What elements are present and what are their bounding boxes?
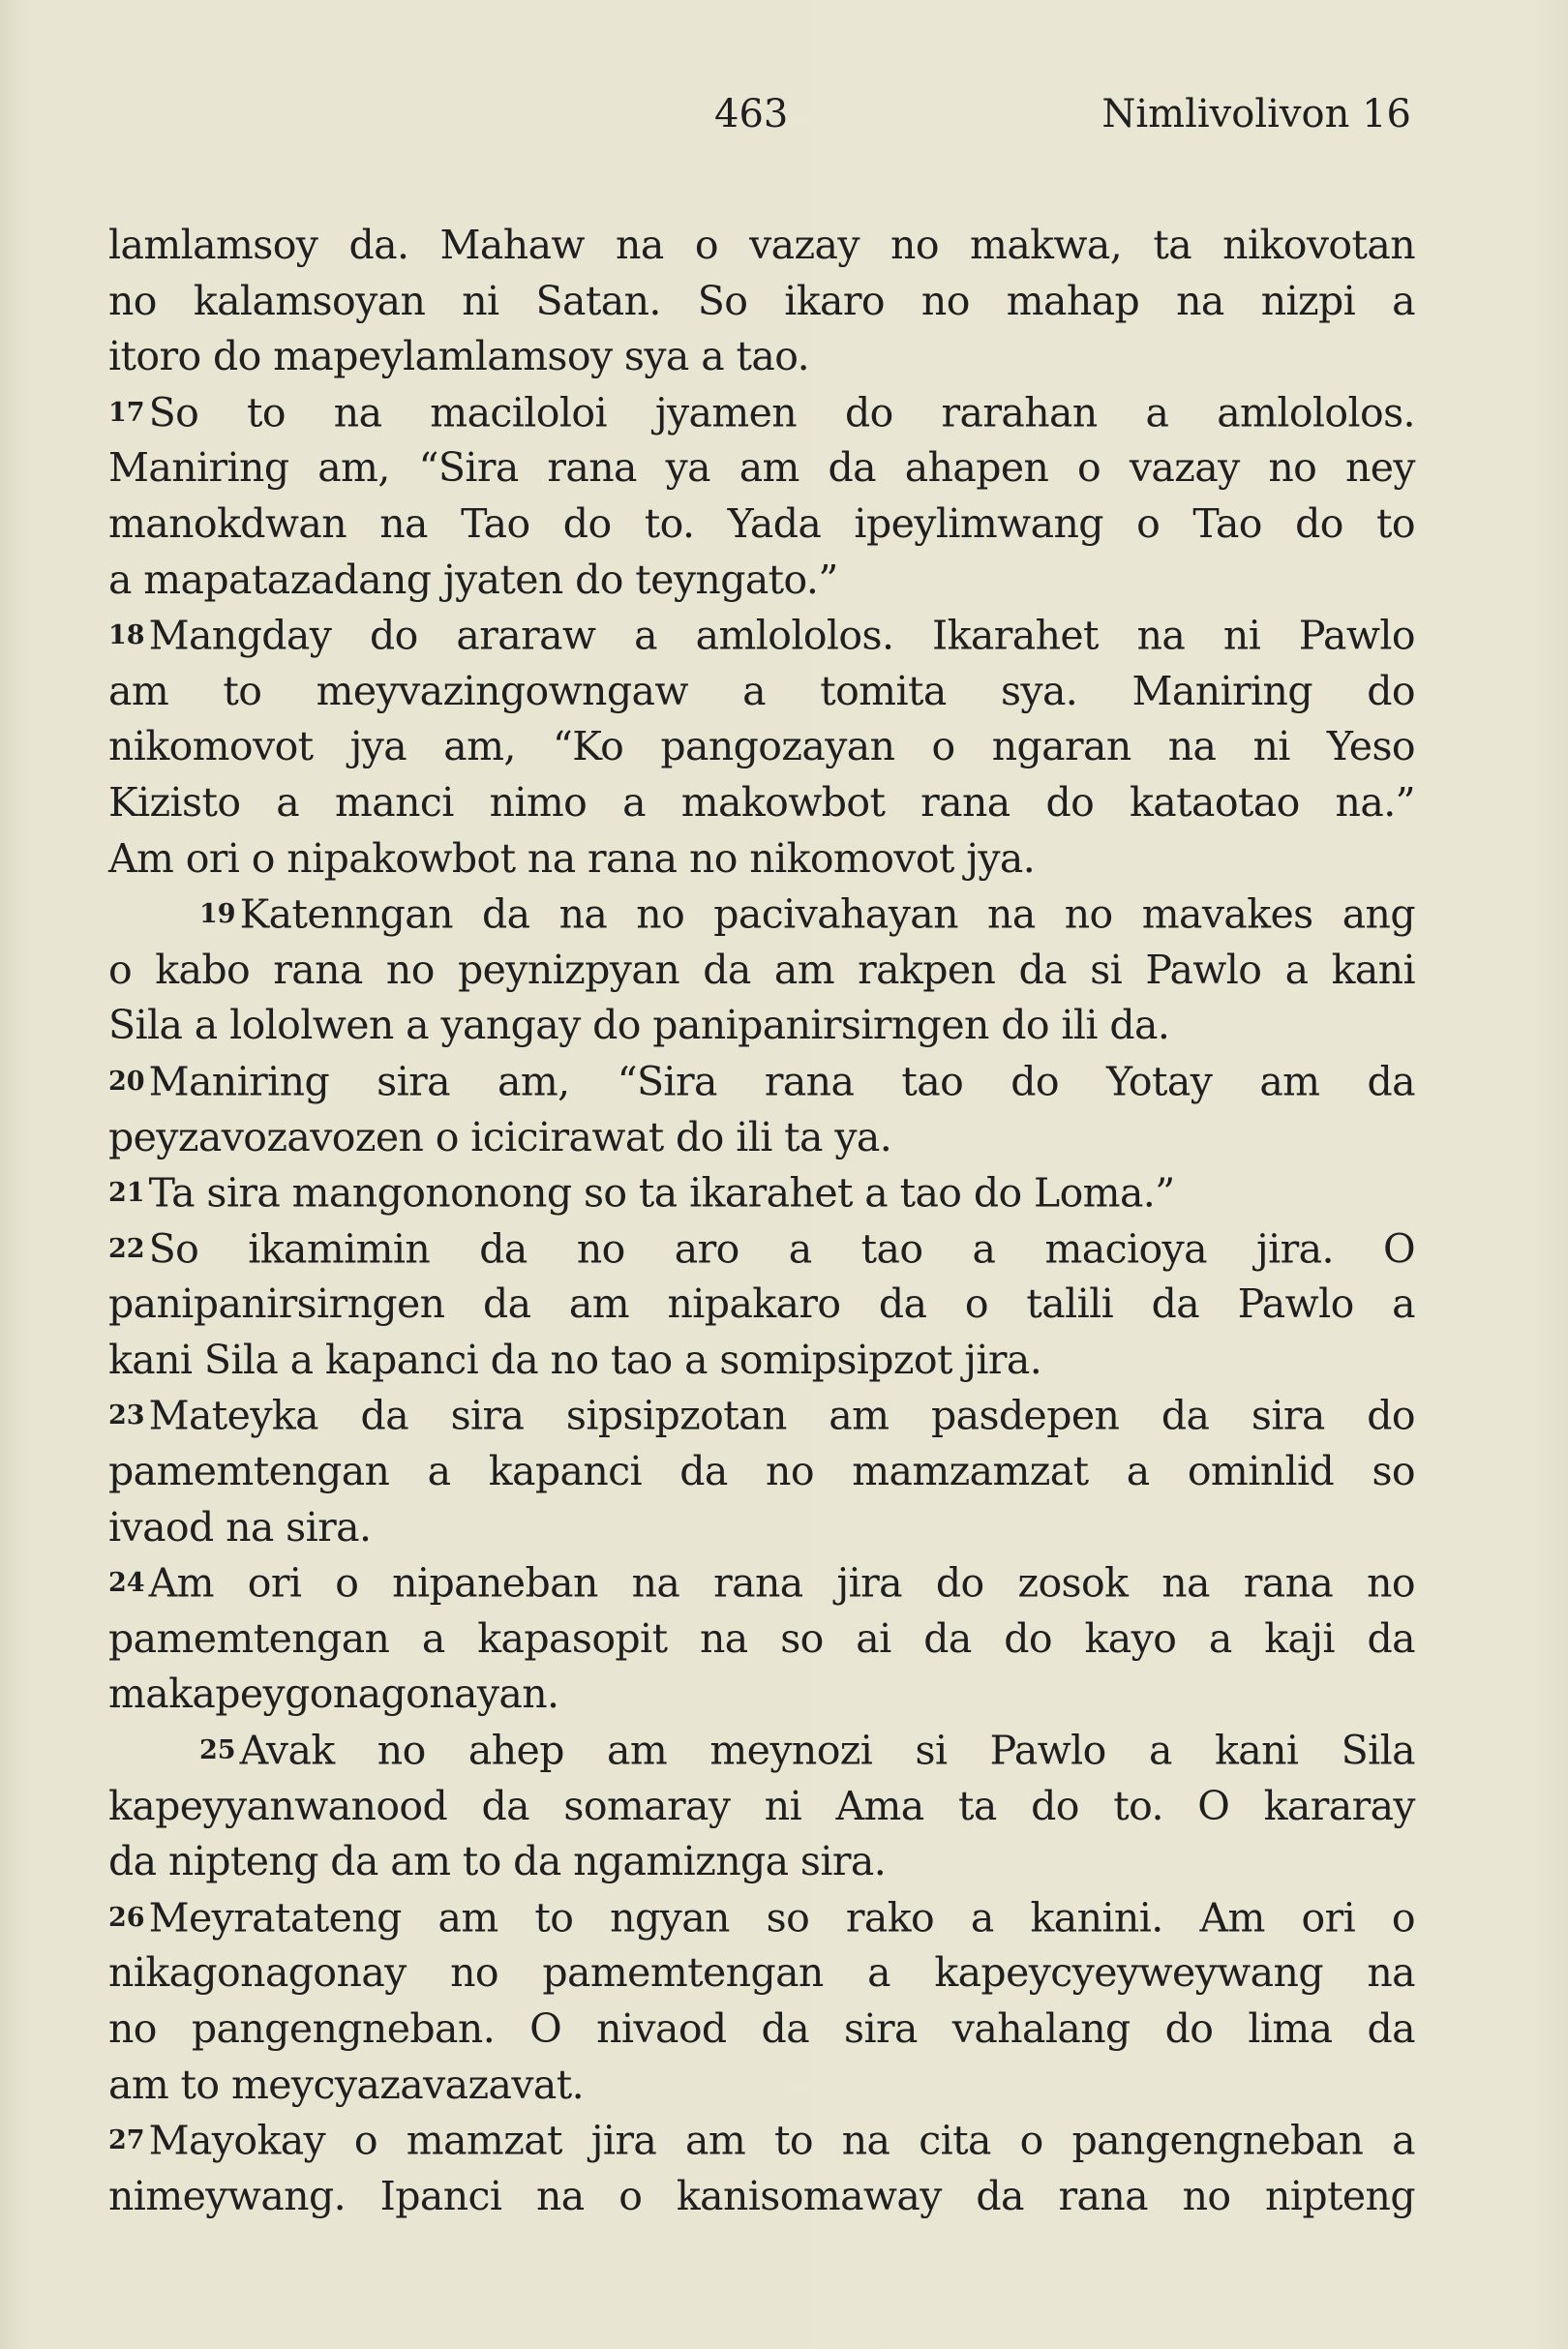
page-number: 463 <box>714 92 789 136</box>
text-line: a mapatazadang jyaten do teyngato.” <box>108 556 838 603</box>
verse-number: 22 <box>108 1233 145 1264</box>
verse-line <box>108 1890 1415 1946</box>
verse-number: 18 <box>108 620 145 651</box>
text-line: Am ori o nipakowbot na rana no nikomovot jya. <box>108 834 1036 882</box>
verse-line <box>108 1165 1415 1221</box>
verse-line <box>108 608 1415 664</box>
text-line: am to meyvazingowngaw a tomita sya. Maniring do <box>108 667 1415 714</box>
verse-line <box>108 1054 1415 1110</box>
text-line: pamemtengan a kapasopit na so ai da do kayo a kaji da <box>108 1614 1415 1662</box>
text-line: Maniring am, “Sira rana ya am da ahapen o vazay no ney <box>108 444 1415 492</box>
verse-number: 23 <box>108 1400 145 1431</box>
verse-text: Mangday do araraw a amlololos. Ikarahet na ni Pawlo <box>148 612 1415 659</box>
verse-text: Katenngan da na no pacivahayan na no mavakes ang <box>239 890 1415 938</box>
verse-number: 21 <box>108 1178 145 1209</box>
verse-line <box>108 2113 1415 2169</box>
verse-text: Ta sira mangononong so ta ikarahet a tao do Loma.” <box>148 1169 1175 1217</box>
verse-text: Am ori o nipaneban na rana jira do zosok na rana no <box>148 1559 1415 1607</box>
verse-line <box>108 1388 1415 1444</box>
verse-text: Mayokay o mamzat jira am to na cita o pangengneban a <box>148 2117 1415 2164</box>
verse-text: So to na maciloloi jyamen do rarahan a amlololos. <box>148 389 1415 437</box>
verse-text: Meyratateng am to ngyan so rako a kanini. Am ori o <box>148 1894 1415 1942</box>
verse-number: 17 <box>108 397 145 428</box>
text-line: kani Sila a kapanci da no tao a somipsipzot jira. <box>108 1336 1042 1383</box>
text-line: nikagonagonay no pamemtengan a kapeycyeyweywang na <box>108 1949 1415 1997</box>
verse-line <box>108 1221 1415 1278</box>
text-line: lamlamsoy da. Mahaw na o vazay no makwa, ta nikovotan <box>108 222 1415 268</box>
text-line: pamemtengan a kapanci da no mamzamzat a ominlid so <box>108 1448 1415 1495</box>
verse-number: 20 <box>108 1066 145 1097</box>
text-line: manokdwan na Tao do to. Yada ipeylimwang o Tao do to <box>108 499 1415 547</box>
verse-number: 19 <box>199 899 236 930</box>
verse-text: Maniring sira am, “Sira rana tao do Yotay am da <box>148 1058 1415 1105</box>
text-line: Sila a lololwen a yangay do panipanirsirngen do ili da. <box>108 1002 1170 1049</box>
verse-line <box>108 1555 1415 1611</box>
verse-line <box>108 1723 1415 1779</box>
text-line: nikomovot jya am, “Ko pangozayan o ngaran na ni Yeso <box>108 723 1415 770</box>
text-line: no kalamsoyan ni Satan. So ikaro no mahap na nizpi a <box>108 277 1415 324</box>
verse-number: 24 <box>108 1568 145 1599</box>
text-line: kapeyyanwanood da somaray ni Ama ta do to. O kararay <box>108 1782 1415 1829</box>
verse-number: 27 <box>108 2125 145 2156</box>
verse-number: 25 <box>199 1735 236 1766</box>
text-line: itoro do mapeylamlamsoy sya a tao. <box>108 333 810 380</box>
verse-line <box>108 887 1415 943</box>
page-header <box>714 92 1411 150</box>
text-line: makapeygonagonayan. <box>108 1671 559 1718</box>
verse-text: Mateyka da sira sipsipzotan am pasdepen da sira do <box>148 1392 1415 1439</box>
text-line: nimeywang. Ipanci na o kanisomaway da rana no nipteng <box>108 2172 1415 2219</box>
text-line: Kizisto a manci nimo a makowbot rana do kataotao na.” <box>108 778 1415 826</box>
verse-text: Avak no ahep am meynozi si Pawlo a kani Sila <box>239 1727 1415 1774</box>
text-line: no pangengneban. O nivaod da sira vahalang do lima da <box>108 2005 1415 2052</box>
text-line: panipanirsirngen da am nipakaro da o talili da Pawlo a <box>108 1280 1415 1328</box>
text-line: am to meycyazavazavat. <box>108 2061 585 2108</box>
scripture-text <box>108 218 1415 2224</box>
verse-number: 26 <box>108 1902 145 1933</box>
verse-text: So ikamimin da no aro a tao a macioya jira. O <box>148 1225 1415 1273</box>
verse-line <box>108 385 1415 441</box>
running-head: Nimlivolivon 16 <box>1101 92 1411 136</box>
text-line: peyzavozavozen o icicirawat do ili ta ya. <box>108 1113 892 1160</box>
text-line: ivaod na sira. <box>108 1503 372 1551</box>
text-line: da nipteng da am to da ngamiznga sira. <box>108 1838 887 1885</box>
text-line: o kabo rana no peynizpyan da am rakpen da si Pawlo a kani <box>108 946 1415 993</box>
